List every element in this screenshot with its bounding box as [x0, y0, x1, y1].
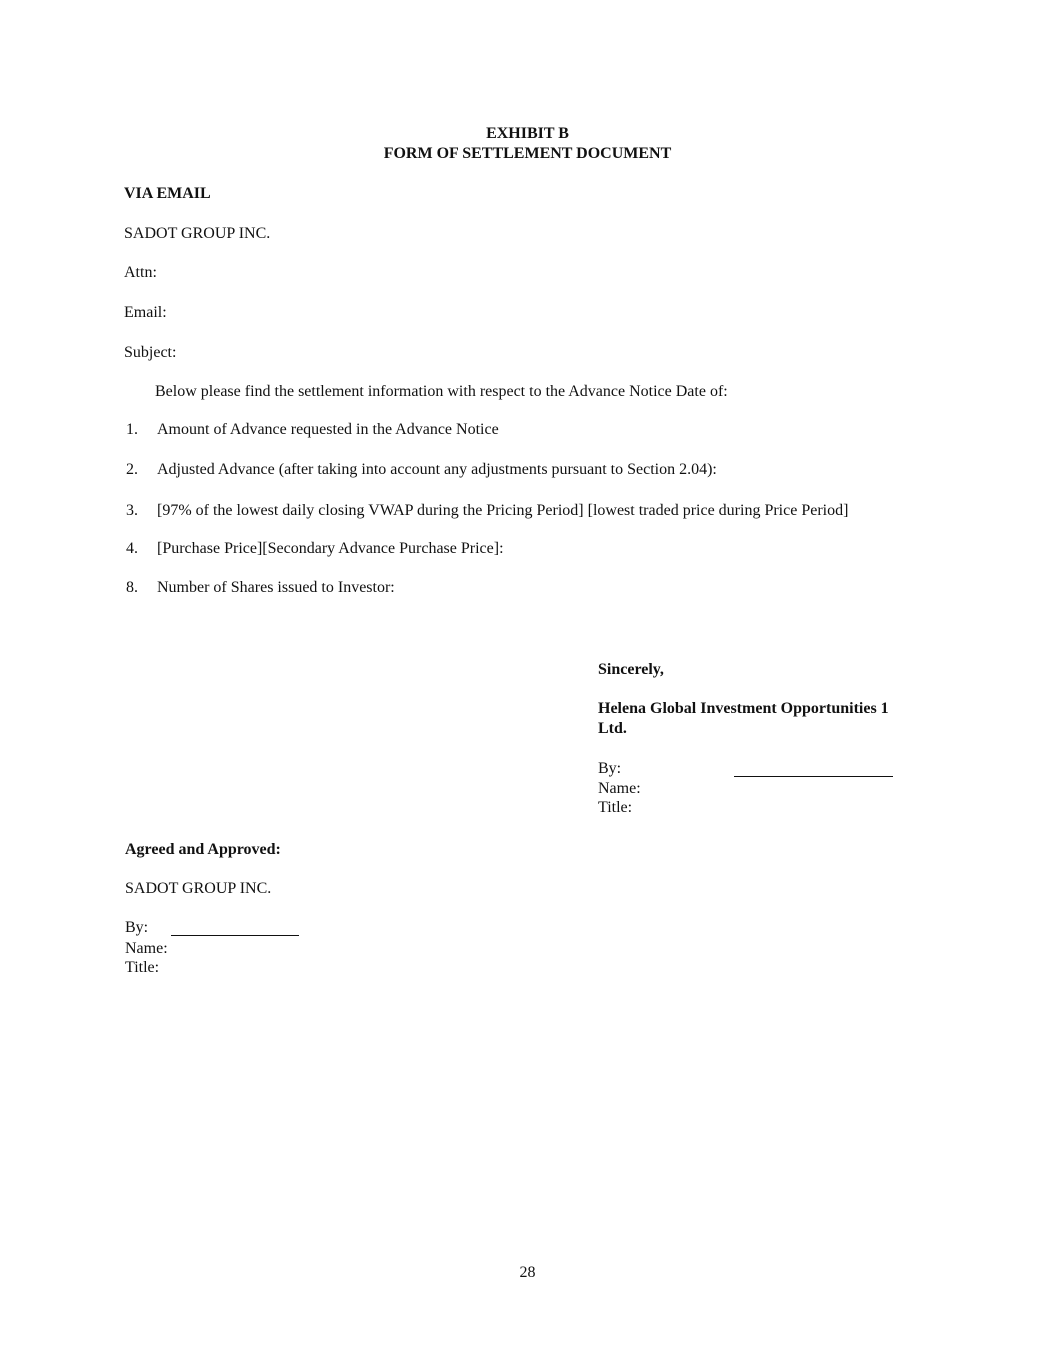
- investor-entity-name-cont: Ltd.: [598, 720, 627, 737]
- investor-entity-name: Helena Global Investment Opportunities 1: [598, 700, 889, 717]
- delivery-method: VIA EMAIL: [124, 185, 211, 202]
- attn-label: Attn:: [124, 264, 157, 281]
- company-entity-name: SADOT GROUP INC.: [125, 880, 272, 897]
- list-item: [0, 539, 1055, 559]
- closing-salutation: Sincerely,: [598, 661, 664, 678]
- item-number: 3.: [126, 502, 138, 519]
- investor-signature-line: [734, 776, 893, 777]
- item-number: 4.: [126, 540, 138, 557]
- list-item: [0, 578, 1055, 598]
- item-text: [Purchase Price][Secondary Advance Purchase Price]:: [157, 540, 504, 557]
- document-title: FORM OF SETTLEMENT DOCUMENT: [383, 145, 672, 162]
- item-number: 8.: [126, 579, 138, 596]
- company-name-label: Name:: [125, 940, 168, 957]
- item-text: Adjusted Advance (after taking into account any adjustments pursuant to Section 2.04):: [157, 461, 717, 478]
- intro-paragraph: Below please find the settlement information with respect to the Advance Notice Date of:: [155, 383, 728, 400]
- item-number: 2.: [126, 461, 138, 478]
- company-signature-line: [171, 935, 299, 936]
- item-text: Amount of Advance requested in the Advance Notice: [157, 421, 499, 438]
- investor-by-label: By:: [598, 760, 622, 777]
- investor-title-label: Title:: [598, 799, 633, 816]
- item-text: Number of Shares issued to Investor:: [157, 579, 395, 596]
- email-label: Email:: [124, 304, 167, 321]
- subject-label: Subject:: [124, 344, 177, 361]
- approval-heading: Agreed and Approved:: [125, 841, 281, 858]
- company-title-label: Title:: [125, 959, 160, 976]
- addressee-company: SADOT GROUP INC.: [124, 225, 271, 242]
- exhibit-label: EXHIBIT B: [486, 125, 569, 142]
- company-by-label: By:: [125, 919, 149, 936]
- investor-name-label: Name:: [598, 780, 641, 797]
- list-item: [0, 501, 1055, 521]
- page-number: 28: [519, 1264, 536, 1281]
- item-number: 1.: [126, 421, 138, 438]
- list-item: [0, 420, 1055, 440]
- item-text: [97% of the lowest daily closing VWAP during the Pricing Period] [lowest traded price during Price Period]: [157, 502, 849, 519]
- list-item: [0, 460, 1055, 480]
